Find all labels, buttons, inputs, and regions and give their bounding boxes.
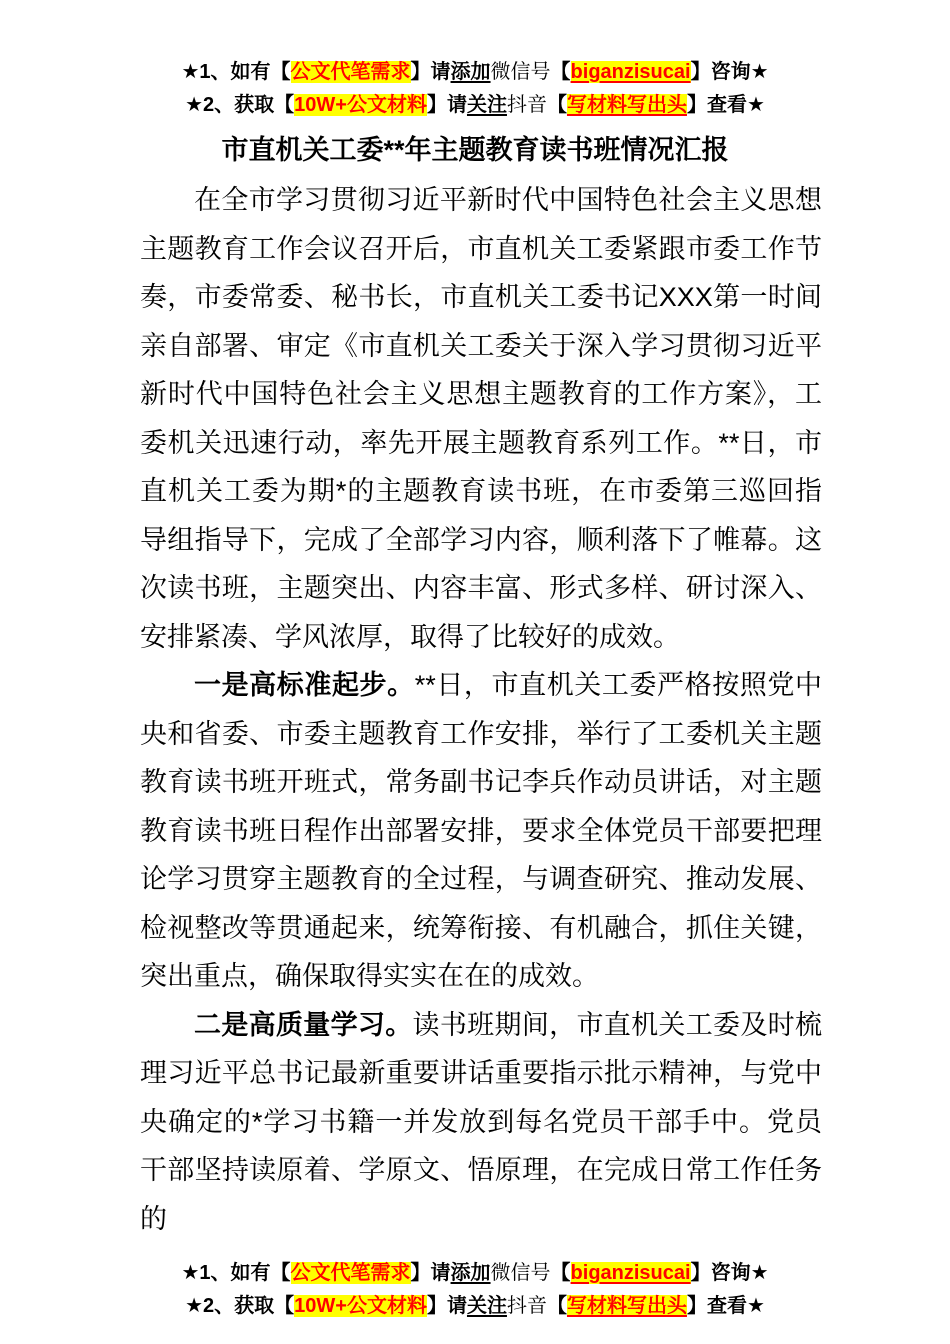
promo-segment: 】请 [410,61,451,83]
paragraph-text: 读书班期间，市直机关工委及时梳理习近平总书记最新重要讲话重要指示批示精神，与党中央确定的*学习书籍一并发放到每名党员干部手中。党员干部坚持读原着、学原文、悟原理，在完成日常工作任务的 [140,1009,823,1234]
promo-segment: 微信号 [490,1262,551,1284]
promo-segment-highlight: 10W+公文材料 [294,1295,427,1317]
paragraph-lead: 二是高质量学习。 [194,1009,413,1040]
promo-segment-underline: 添加 [450,1262,491,1284]
promo-segment-highlight: 公文代笔需求 [290,61,411,83]
promo-segment: 抖音 [506,94,547,116]
promo-segment-underline: 关注 [466,1295,507,1317]
promo-segment: ★1、如有【 [181,61,291,83]
promo-segment: 抖音 [506,1295,547,1317]
promo-segment: 】查看★ [686,1295,765,1317]
paragraph-intro [140,176,822,661]
promo-segment-highlight: 公文代笔需求 [290,1262,411,1284]
paragraph-point-2 [140,1001,822,1244]
promo-segment: 】查看★ [686,94,765,116]
promo-segment: 【 [546,1295,567,1317]
paragraph-point-1 [140,661,822,1001]
promo-line-1 [0,56,950,89]
promo-banner-bottom [0,1257,950,1323]
promo-segment: 【 [550,61,571,83]
promo-line-1 [0,1257,950,1290]
promo-segment: 【 [546,94,567,116]
promo-segment-highlight: 10W+公文材料 [294,94,427,116]
document-title: 市直机关工委**年主题教育读书班情况汇报 [221,135,729,165]
promo-wechat-id: biganzisucai [570,61,691,83]
promo-segment: ★1、如有【 [181,1262,291,1284]
promo-segment: ★2、获取【 [185,1295,295,1317]
paragraph-text: **日，市直机关工委严格按照党中央和省委、市委主题教育工作安排，举行了工委机关主题教育读书班开班式，常务副书记李兵作动员讲话，对主题教育读书班日程作出部署安排，要求全体党员干部要把理论学习贯穿主题教育的全过程，与调查研究、推动发展、检视整改等贯通起来，统筹衔接、有机融合，抓住关键，突出重点，确保取得实实在在的成效。 [140,670,823,991]
promo-segment: ★2、获取【 [185,94,295,116]
promo-line-2 [0,89,950,122]
promo-douyin-id: 写材料写出头 [566,1295,687,1317]
promo-segment-underline: 添加 [450,61,491,83]
promo-segment: 】咨询★ [690,1262,769,1284]
promo-wechat-id: biganzisucai [570,1262,691,1284]
document-body [140,176,822,1243]
promo-segment-underline: 关注 [466,94,507,116]
paragraph-text: 在全市学习贯彻习近平新时代中国特色社会主义思想主题教育工作会议召开后，市直机关工委紧跟市委工作节奏，市委常委、秘书长，市直机关工委书记XXX第一时间亲自部署、审定《市直机关工委关于深入学习贯彻习近平新时代中国特色社会主义思想主题教育的工作方案》，工委机关迅速行动，率先开展主题教育系列工作。**日，市直机关工委为期*的主题教育读书班，在市委第三巡回指导组指导下，完成了全部学习内容，顺利落下了帷幕。这次读书班，主题突出、内容丰富、形式多样、研讨深入、安排紧凑、学风浓厚，取得了比较好的成效。 [140,185,822,652]
promo-segment: 】请 [410,1262,451,1284]
promo-segment: 【 [550,1262,571,1284]
promo-segment: 】咨询★ [690,61,769,83]
promo-banner-top [0,0,950,122]
paragraph-lead: 一是高标准起步。 [194,670,415,700]
promo-segment: 】请 [426,1295,467,1317]
promo-segment: 微信号 [490,61,551,83]
promo-segment: 】请 [426,94,467,116]
promo-douyin-id: 写材料写出头 [566,94,687,116]
promo-line-2 [0,1290,950,1323]
